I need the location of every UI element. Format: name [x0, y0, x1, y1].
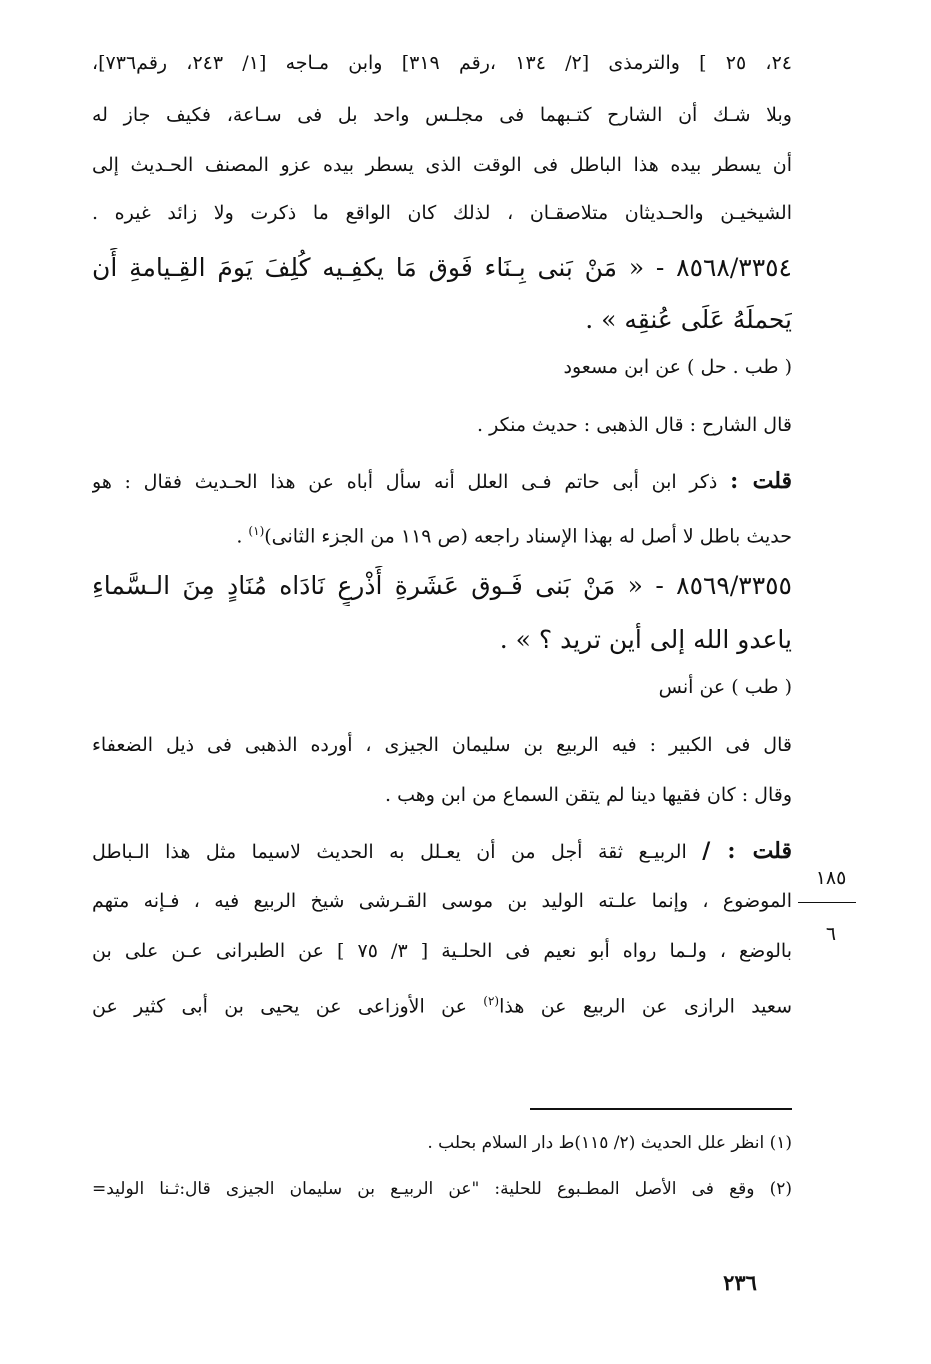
margin-page-ref-top: ١٨٥: [815, 867, 847, 889]
kabir-note-line-2: وقال : كان فقيها دينا لم يتقن السماع من ابن وهب .: [385, 784, 792, 806]
qultu-paragraph-2-line-1: [92, 836, 792, 867]
qultu-text: ذكر ابن أبى حاتم فـى العلل أنه سأل أباه عن هذا الحـديث فقال : هو: [92, 471, 718, 493]
qultu-paragraph-2-line-2: الموضوع ، وإنما علـته الوليد بن موسى القـرشى شيخ الربيع فيه ، فـإنه متهم: [92, 890, 792, 912]
text-line-2: وبلا شـك أن الشارح كتـبهما فى مجلـس واحد بل فى سـاعة، فكيف جاز له: [92, 104, 792, 126]
qultu-keyword: قلت :: [730, 468, 792, 494]
qultu-paragraph-1-line-1: [92, 466, 792, 497]
hadith-8569-source: ( طب ) عن أنس: [658, 676, 792, 698]
qultu-paragraph-2-line-4: [92, 986, 792, 1021]
commentator-note: قال الشارح : قال الذهبى : حديث منكر .: [477, 414, 792, 436]
page-number: ٢٣٦: [723, 1270, 757, 1295]
qultu-keyword: قلت : /: [702, 838, 792, 864]
line-end-mark: .: [236, 525, 243, 548]
qultu-text: الربيـع ثقة أجل من أن يعـلل به الحديث لاسيما مثل هذا الـباطل: [92, 841, 687, 863]
text-line-4: الشيخيـن والحـديثان متلاصقـان ، لذلك كان الواقع ما ذكرت ولا زائد غيره .: [92, 202, 792, 224]
margin-page-ref-bottom: ٦: [825, 923, 837, 945]
hadith-8569-line-1: ٨٥٦٩/٣٣٥٥ - « مَنْ بَنى فَـوق عَشَرةِ أَذْرعٍ نَادَاه مُنَادٍ مِنَ الـسَّماءِ: [92, 571, 792, 600]
hadith-8569-line-2: ياعدو الله إلى أين تريد ؟ » .: [499, 625, 792, 654]
qultu-text: حديث باطل لا أصل له بهذا الإسناد راجعه (ص ١١٩ من الجزء الثانى): [264, 525, 792, 548]
text-line-1: ٢٤، ٢٥ ] والترمذى [٢/ ١٣٤ ،رقم ٣١٩] وابن مـاجه [١/ ٢٤٣، رقم٧٣٦]،: [92, 52, 792, 74]
hadith-8568-line-1: ٨٥٦٨/٣٣٥٤ - « مَنْ بَنى بِـنَاء فَوق مَا يكفِـيه كُلِفَ يَومَ القِـيامةِ أَن: [92, 253, 792, 282]
margin-divider: [798, 902, 856, 903]
footnote-separator: [530, 1108, 792, 1110]
hadith-8568-line-2: يَحملَهُ عَلَى عُنقِه » .: [585, 305, 792, 334]
qultu-text: سعيد الرازى عن الربيع عن هذا: [499, 995, 792, 1018]
footnote-ref-2: (٢): [483, 994, 500, 1008]
qultu-text: عن الأوزاعى عن يحيى بن أبى كثير عن: [92, 995, 467, 1018]
footnote-ref-1: (١): [248, 524, 265, 538]
qultu-paragraph-1-line-2: [92, 516, 792, 551]
hadith-8568-source: ( طب . حل ) عن ابن مسعود: [563, 356, 792, 378]
kabir-note-line-1: قال فى الكبير : فيه الربيع بن سليمان الجيزى ، أورده الذهبى فى ذيل الضعفاء: [92, 734, 792, 756]
footnote-2: (٢) وقع فى الأصل المطـبوع للحلية: "عن الربيـع بن سليمان الجيزى قال:ثـنا الوليد=: [92, 1179, 792, 1199]
qultu-paragraph-2-line-3: بالوضع ، ولـما رواه أبو نعيم فى الحلـية [ ٣/ ٧٥ ] عن الطبرانى عـن على بن: [92, 940, 792, 962]
text-line-3: أن يسطر بيده هذا الباطل فى الوقت الذى يسطر بيده عزو المصنف الحـديث إلى: [92, 154, 792, 176]
footnote-1: (١) انظر علل الحديث (٢/ ١١٥)ط دار السلام بحلب .: [427, 1133, 792, 1153]
